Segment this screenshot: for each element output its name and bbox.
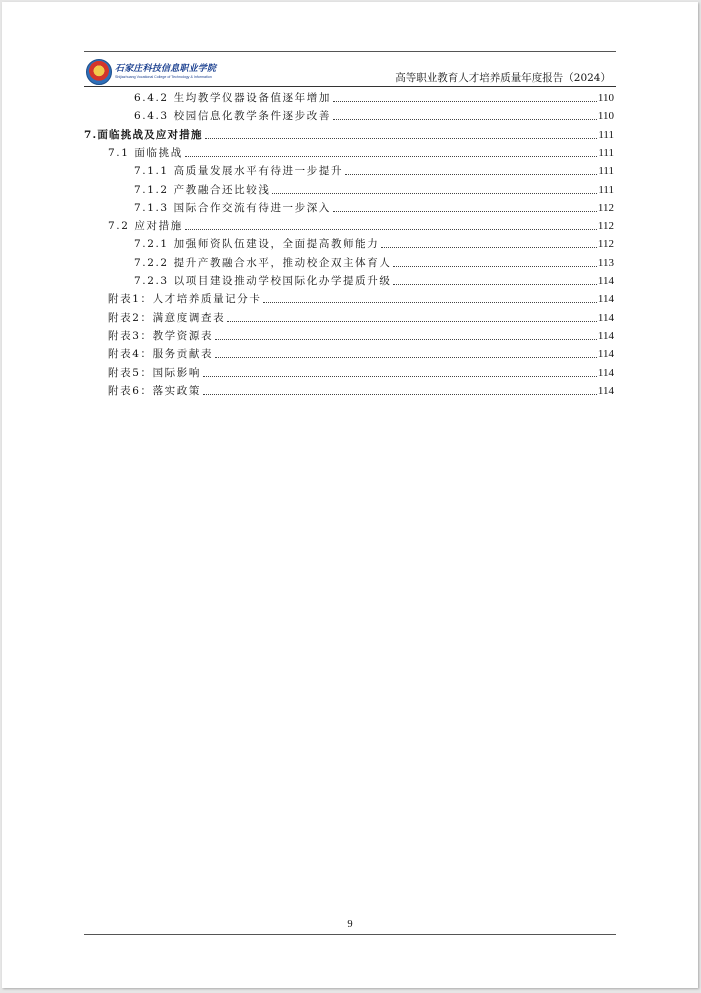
toc-entry-label: 附表5：国际影响 — [108, 366, 201, 379]
toc-leader-dots — [333, 101, 597, 102]
toc-leader-dots — [333, 211, 597, 212]
toc-entry-page: 114 — [597, 329, 614, 342]
toc-entry[interactable] — [108, 308, 614, 325]
header-bottom-rule — [84, 86, 616, 87]
toc-entry[interactable] — [134, 161, 614, 178]
toc-leader-dots — [203, 394, 597, 395]
toc-entry[interactable] — [134, 198, 614, 215]
toc-entry[interactable] — [134, 88, 614, 105]
toc-entry-page: 114 — [597, 311, 614, 324]
toc-entry[interactable] — [134, 106, 614, 123]
toc-entry-page: 111 — [598, 183, 614, 196]
document-page — [2, 2, 698, 988]
toc-entry[interactable] — [108, 381, 614, 398]
toc-entry-label: 7.面临挑战及应对措施 — [84, 128, 203, 141]
toc-entry-label: 附表6：落实政策 — [108, 384, 201, 397]
toc-leader-dots — [345, 174, 597, 175]
toc-entry-label: 7.1.1 高质量发展水平有待进一步提升 — [134, 165, 344, 178]
toc-leader-dots — [227, 321, 597, 322]
toc-entry-page: 114 — [597, 293, 614, 306]
toc-leader-dots — [393, 284, 596, 285]
toc-leader-dots — [185, 156, 597, 157]
toc-entry-label: 7.1.2 产教融合还比较浅 — [134, 183, 271, 196]
toc-entry-label: 附表2：满意度调查表 — [108, 311, 226, 324]
toc-entry-page: 114 — [597, 366, 614, 379]
toc-entry-page: 112 — [597, 238, 614, 251]
toc-entry[interactable] — [108, 216, 614, 233]
toc-leader-dots — [205, 138, 598, 139]
toc-entry[interactable] — [108, 289, 614, 306]
toc-entry-label: 7.1 面临挑战 — [108, 146, 183, 159]
toc-entry[interactable] — [108, 363, 614, 380]
toc-entry-label: 7.2 应对措施 — [108, 220, 183, 233]
toc-leader-dots — [333, 119, 597, 120]
toc-entry-label: 7.2.1 加强师资队伍建设，全面提高教师能力 — [134, 238, 380, 251]
toc-entry[interactable] — [134, 253, 614, 270]
toc-leader-dots — [185, 229, 597, 230]
toc-entry[interactable] — [134, 234, 614, 251]
toc-entry-page: 111 — [598, 165, 614, 178]
toc-leader-dots — [215, 339, 597, 340]
toc-entry-page: 114 — [597, 384, 614, 397]
toc-entry-page: 113 — [597, 256, 614, 269]
toc-entry-page: 110 — [597, 92, 614, 104]
logo-chinese-name: 石家庄科技信息职业学院 — [115, 63, 217, 74]
toc-entry-label: 7.2.2 提升产教融合水平，推动校企双主体育人 — [134, 256, 392, 269]
toc-leader-dots — [263, 302, 596, 303]
toc-entry[interactable] — [134, 180, 614, 197]
toc-entry-page: 112 — [597, 220, 614, 233]
toc-entry-label: 7.2.3 以项目建设推动学校国际化办学提质升级 — [134, 275, 392, 287]
toc-leader-dots — [272, 193, 597, 194]
header-top-rule — [84, 51, 616, 52]
toc-entry-label: 6.4.3 校园信息化教学条件逐步改善 — [134, 110, 331, 123]
school-emblem-icon — [86, 59, 112, 85]
toc-entry-label: 附表1：人才培养质量记分卡 — [108, 293, 262, 306]
toc-leader-dots — [215, 357, 597, 358]
toc-entry-label: 7.1.3 国际合作交流有待进一步深入 — [134, 201, 331, 214]
toc-entry-page: 110 — [597, 110, 614, 123]
toc-entry-page: 114 — [597, 348, 614, 361]
toc-entry[interactable] — [108, 326, 614, 343]
toc-entry-page: 111 — [598, 128, 614, 141]
logo-english-name: Shijiazhuang Vocational College of Technology & Information — [115, 74, 212, 79]
toc-entry[interactable] — [134, 271, 614, 288]
toc-entry-label: 6.4.2 生均教学仪器设备值逐年增加 — [134, 92, 331, 104]
toc-entry-page: 111 — [598, 146, 614, 159]
toc-leader-dots — [381, 247, 597, 248]
toc-leader-dots — [393, 266, 596, 267]
toc-entry[interactable] — [108, 344, 614, 361]
toc-entry-page: 114 — [597, 275, 614, 287]
school-logo — [86, 59, 217, 85]
toc-entry-label: 附表3：教学资源表 — [108, 329, 214, 342]
footer-rule — [84, 934, 616, 935]
toc-entry[interactable] — [108, 143, 614, 160]
page-number: 9 — [347, 919, 353, 930]
toc-leader-dots — [203, 376, 597, 377]
report-title: 高等职业教育人才培养质量年度报告（2024） — [395, 72, 611, 84]
toc-entry-label: 附表4：服务贡献表 — [108, 348, 214, 361]
toc-entry-page: 112 — [597, 201, 614, 214]
toc-entry[interactable] — [84, 125, 614, 142]
